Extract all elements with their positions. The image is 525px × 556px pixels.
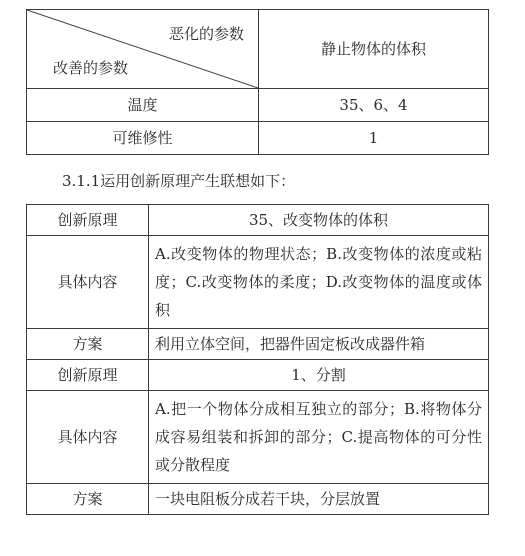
- principle-numbers: 1: [259, 122, 489, 155]
- worsening-parameter-header: 恶化的参数: [168, 25, 244, 43]
- table-row: [27, 360, 489, 391]
- innovation-principles-table: [26, 204, 489, 515]
- diagonal-header-cell: [27, 10, 259, 89]
- principle-content: A.把一个物体分成相互独立的部分；B.将物体分成容易组装和拆卸的部分；C.提高物体的可分性或分散程度: [149, 391, 489, 484]
- table-row: [27, 484, 489, 515]
- row-label: 具体内容: [27, 236, 149, 329]
- table-row: [27, 89, 489, 122]
- solution-text: 利用立体空间，把器件固定板改成器件箱: [149, 329, 489, 360]
- table-row: [27, 205, 489, 236]
- row-label: 具体内容: [27, 391, 149, 484]
- principle-title: 1、分割: [149, 360, 489, 391]
- row-label: 创新原理: [27, 205, 149, 236]
- row-label: 方案: [27, 329, 149, 360]
- improving-parameter-header: 改善的参数: [53, 59, 129, 77]
- table-row: [27, 391, 489, 484]
- principle-numbers: 35、6、4: [259, 89, 489, 122]
- contradiction-matrix-table: [26, 9, 489, 155]
- principle-title: 35、改变物体的体积: [149, 205, 489, 236]
- improving-parameter: 可维修性: [27, 122, 259, 155]
- principle-content: A.改变物体的物理状态；B.改变物体的浓度或粘度；C.改变物体的柔度；D.改变物体的温度或体积: [149, 236, 489, 329]
- solution-text: 一块电阻板分成若干块，分层放置: [149, 484, 489, 515]
- improving-parameter: 温度: [27, 89, 259, 122]
- worsening-parameter-name: 静止物体的体积: [259, 10, 489, 89]
- table-row: [27, 329, 489, 360]
- section-caption: 3.1.1运用创新原理产生联想如下：: [62, 172, 296, 190]
- table-row: [27, 236, 489, 329]
- row-label: 方案: [27, 484, 149, 515]
- table-row: [27, 122, 489, 155]
- row-label: 创新原理: [27, 360, 149, 391]
